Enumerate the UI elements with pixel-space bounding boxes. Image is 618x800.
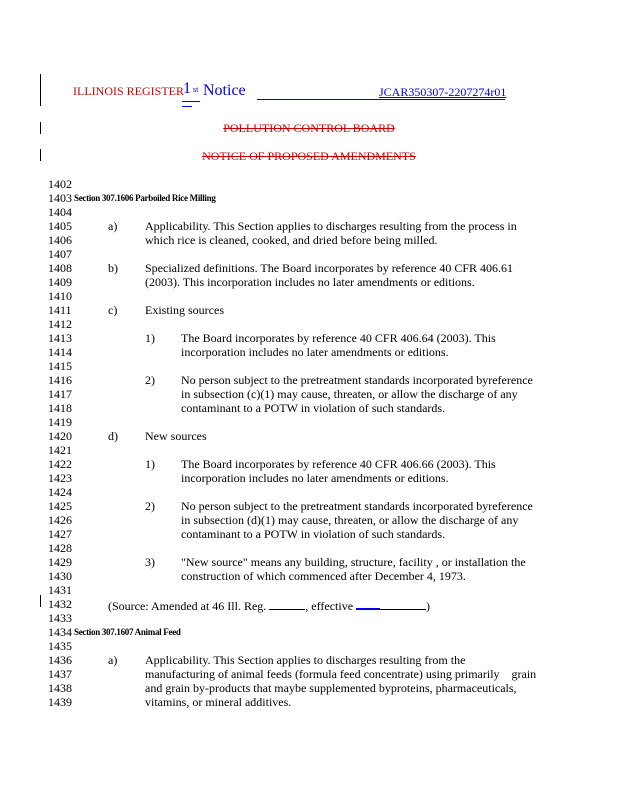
line-number: 1429 [48, 555, 72, 569]
body-text: No person subject to the pretreatment standards incorporated byreference [181, 373, 533, 387]
line-number: 1438 [48, 681, 72, 695]
body-text: incorporation includes no later amendments or editions. [181, 345, 449, 359]
line-number: 1413 [48, 331, 72, 345]
body-text: in subsection (c)(1) may cause, threaten, or allow the discharge of any [181, 387, 518, 401]
page-number-underline-2 [182, 106, 192, 107]
notice-heading: NOTICE OF PROPOSED AMENDMENTS [202, 149, 416, 163]
line-number: 1432 [48, 597, 72, 611]
body-text: contaminant to a POTW in violation of such standards. [181, 527, 446, 541]
line-number: 1433 [48, 611, 72, 625]
section-title: Section 307.1606 Parboiled Rice Milling [74, 193, 216, 203]
page-number: 1 [183, 80, 191, 97]
line-number: 1404 [48, 205, 72, 219]
body-text: The Board incorporates by reference 40 CFR 406.66 (2003). This [181, 457, 496, 471]
body-text: (2003). This incorporation includes no later amendments or editions. [145, 275, 475, 289]
line-number: 1431 [48, 583, 72, 597]
line-number: 1430 [48, 569, 72, 583]
line-number: 1436 [48, 653, 72, 667]
body-text: The Board incorporates by reference 40 CFR 406.64 (2003). This [181, 331, 496, 345]
body-text: vitamins, or mineral additives. [145, 695, 292, 709]
page-number-underline-1 [182, 101, 200, 102]
line-number: 1411 [48, 303, 72, 317]
item-label: 2) [145, 373, 155, 387]
register-page-blank [269, 597, 305, 610]
body-text: which rice is cleaned, cooked, and dried before being milled. [145, 233, 438, 247]
body-text: No person subject to the pretreatment standards incorporated byreference [181, 499, 533, 513]
line-number: 1409 [48, 275, 72, 289]
line-number: 1420 [48, 429, 72, 443]
body-text: construction of which commenced after December 4, 1973. [181, 569, 466, 583]
change-bar-1432 [40, 595, 41, 607]
item-label: 2) [145, 499, 155, 513]
body-text: incorporation includes no later amendments or editions. [181, 471, 449, 485]
document-id: JCAR350307-2207274r01 [379, 85, 507, 99]
line-number: 1403 [48, 191, 72, 205]
body-text: and grain by-products that maybe supplemented byproteins, pharmaceuticals, [145, 681, 517, 695]
line-number: 1426 [48, 513, 72, 527]
change-bar-header [40, 74, 41, 106]
source-mid: , effective [305, 599, 354, 613]
line-number: 1419 [48, 415, 72, 429]
subsection-label: a) [108, 653, 118, 667]
source-prefix: (Source: Amended at 46 Ill. Reg. [108, 599, 267, 613]
line-number: 1416 [48, 373, 72, 387]
page-number-suffix: st [193, 85, 199, 94]
line-number: 1437 [48, 667, 72, 681]
body-text: Applicability. This Section applies to discharges resulting from the [145, 653, 466, 667]
subsection-label: d) [108, 429, 118, 443]
line-number: 1427 [48, 527, 72, 541]
line-number: 1414 [48, 345, 72, 359]
item-label: 1) [145, 457, 155, 471]
body-text: contaminant to a POTW in violation of such standards. [181, 401, 446, 415]
line-number: 1405 [48, 219, 72, 233]
line-number: 1428 [48, 541, 72, 555]
item-label: 1) [145, 331, 155, 345]
line-number: 1412 [48, 317, 72, 331]
line-number: 1408 [48, 261, 72, 275]
effective-date-blue-mark [356, 608, 380, 610]
body-text: manufacturing of animal feeds (formula feed concentrate) using primarily grain [145, 667, 537, 681]
subsection-title: New sources [145, 429, 207, 443]
board-heading: POLLUTION CONTROL BOARD [223, 121, 395, 135]
line-number: 1425 [48, 499, 72, 513]
register-title: ILLINOIS REGISTER [73, 84, 184, 98]
line-number: 1423 [48, 471, 72, 485]
body-text: Specialized definitions. The Board incorporates by reference 40 CFR 406.61 [145, 261, 514, 275]
notice-label: Notice [203, 82, 246, 99]
section-title: Section 307.1607 Animal Feed [74, 627, 181, 637]
body-text: Applicability. This Section applies to discharges resulting from the process in [145, 219, 517, 233]
subsection-title: Existing sources [145, 303, 224, 317]
line-number: 1415 [48, 359, 72, 373]
body-text: in subsection (d)(1) may cause, threaten, or allow the discharge of any [181, 513, 519, 527]
body-text: "New source" means any building, structure, facility , or installation the [181, 555, 526, 569]
effective-date-blank [356, 597, 426, 610]
line-number: 1421 [48, 443, 72, 457]
item-label: 3) [145, 555, 155, 569]
line-number: 1418 [48, 401, 72, 415]
subsection-label: a) [108, 219, 118, 233]
subsection-label: b) [108, 261, 118, 275]
subsection-label: c) [108, 303, 118, 317]
line-number: 1402 [48, 177, 72, 191]
source-note [108, 597, 430, 614]
line-number: 1410 [48, 289, 72, 303]
line-number: 1407 [48, 247, 72, 261]
line-number: 1406 [48, 233, 72, 247]
line-number: 1417 [48, 387, 72, 401]
line-number: 1439 [48, 695, 72, 709]
source-suffix: ) [426, 599, 431, 613]
line-number: 1434 [48, 625, 72, 639]
line-number: 1424 [48, 485, 72, 499]
line-number: 1435 [48, 639, 72, 653]
line-number: 1422 [48, 457, 72, 471]
